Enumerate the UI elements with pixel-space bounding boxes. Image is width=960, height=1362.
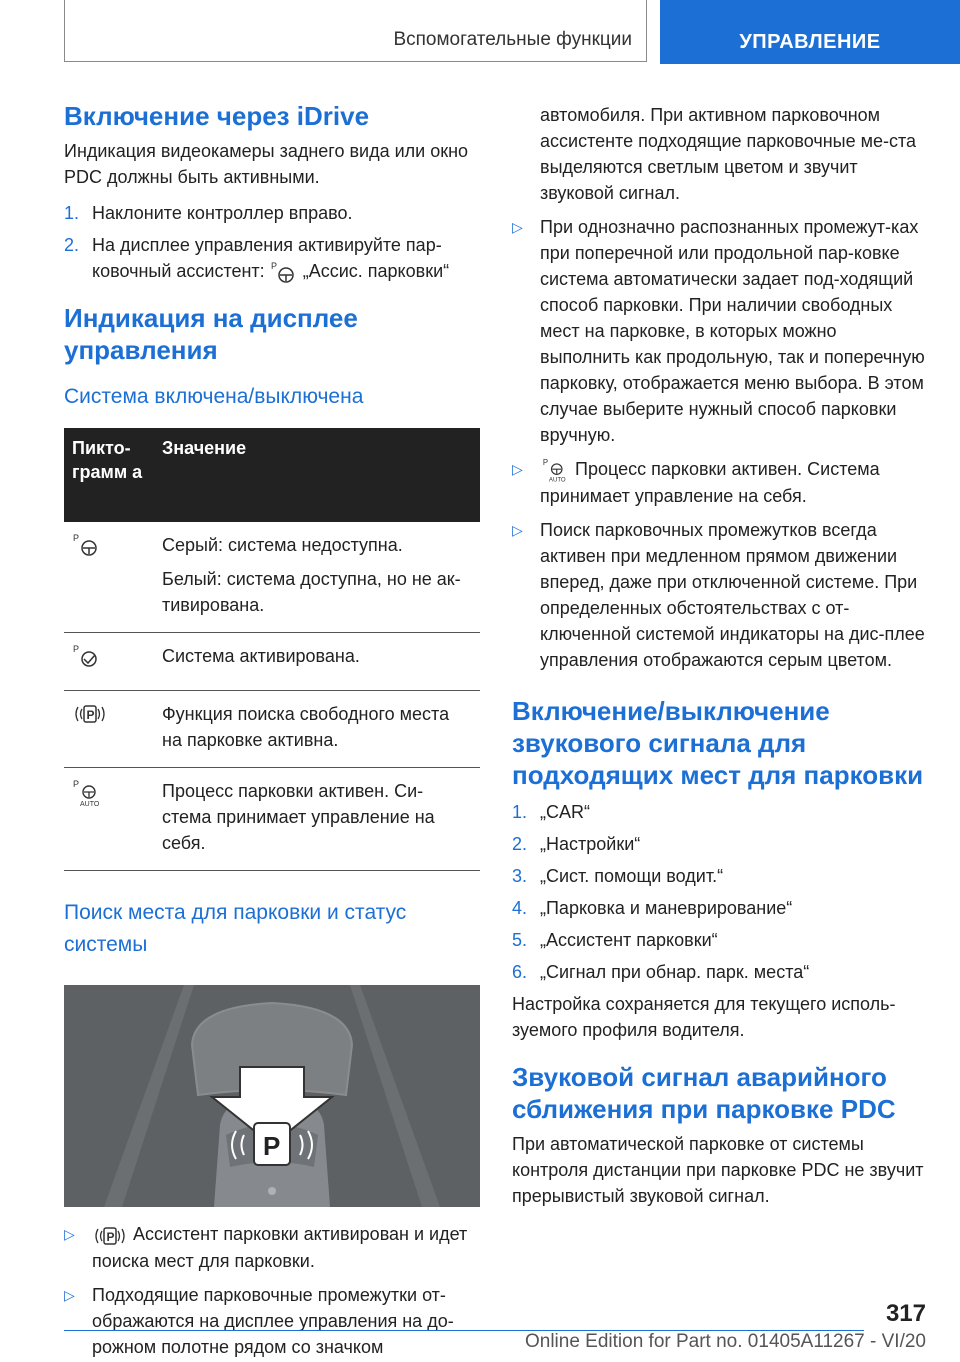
- search-bullets: [64, 1221, 480, 1359]
- header-section-title: Вспомогательные функции: [393, 29, 632, 50]
- parking-search-icon: [92, 1224, 128, 1248]
- step-number: 6.: [512, 962, 528, 983]
- parking-auto-icon: [72, 778, 102, 808]
- table-row: [64, 768, 480, 871]
- table-row: [64, 522, 480, 633]
- right-column: [512, 102, 927, 1209]
- step-text: „Парковка и маневрирование“: [540, 898, 793, 919]
- paragraph-pdc: При автоматической парковке от системы контроля дистанции при парковке PDC не звучит прерывистый звуковой сигнал.: [512, 1134, 924, 1207]
- table-cell-text: [154, 768, 480, 871]
- header-section: [64, 0, 647, 62]
- svg-text:AUTO: AUTO: [80, 801, 100, 809]
- step-text: „Сист. помощи водит.“: [540, 866, 724, 887]
- svg-text:P: P: [73, 533, 80, 544]
- parking-auto-icon: [540, 457, 570, 483]
- list-item: [64, 232, 480, 284]
- table-cell-text: [154, 522, 480, 633]
- bullet-icon: ▷: [512, 219, 523, 235]
- row-text: Система активирована.: [162, 646, 360, 667]
- step-number: 2.: [512, 834, 528, 855]
- heading-sound-signal: Включение/выключение звукового сигнала для подходящих мест для парковки: [512, 696, 924, 791]
- header-chapter-title: УПРАВЛЕНИЕ: [739, 31, 881, 53]
- list-item: [512, 831, 927, 857]
- bullet-text: При однозначно распознанных промежут-ках при поперечной или продольной пар-ковке система автоматически задает под-ходящий способ парковки. При наличии свободных мест на парковке, в которых можно выполнить как продольную, так и поперечную парковку, отображается меню выбора. В этом случае выберите нужный способ парковки вручную.: [540, 217, 925, 445]
- table-cell-icon: [64, 522, 154, 633]
- list-item: [512, 927, 927, 953]
- step-number: 2.: [64, 235, 80, 255]
- paragraph-profile-note: Настройка сохраняется для текущего исполь-зуемого профиля водителя.: [512, 994, 896, 1041]
- heading-display: Индикация на дисплее управления: [64, 303, 358, 366]
- parking-display-photo: [64, 985, 480, 1207]
- svg-text:P: P: [270, 261, 277, 272]
- step-text: „Сигнал при обнар. парк. места“: [540, 962, 810, 983]
- table-row: [64, 691, 480, 768]
- svg-text:P: P: [73, 644, 80, 655]
- list-item: [64, 1282, 480, 1360]
- table-cell-icon: [64, 633, 154, 691]
- table-cell-text: [154, 691, 480, 768]
- heading-search-status: Поиск места для парковки и статус системы: [64, 901, 407, 957]
- list-item: [512, 517, 927, 673]
- table-cell-text: [154, 633, 480, 691]
- bullet-text: Подходящие парковочные промежутки от-ображаются на дисплее управления на до-рожном полотне рядом со значком: [92, 1284, 454, 1357]
- bullet-text: Поиск парковочных промежутков всегда активен при медленном прямом движении вперед, даже при отключенной системе. При определенных обстоятельствах с от-ключенной системой индикаторы на дис-плее управления отображаются серым цветом.: [540, 520, 925, 671]
- table-cell-icon: [64, 768, 154, 871]
- list-item: [64, 1221, 480, 1273]
- step-number: 4.: [512, 898, 528, 919]
- step-number: 5.: [512, 930, 528, 951]
- list-item: [512, 456, 927, 509]
- table-header-pictogram: Пикто-грамм а: [64, 428, 154, 522]
- row-text: Процесс парковки активен. Си-стема принимает управление на себя.: [162, 781, 435, 854]
- step-number: 3.: [512, 866, 528, 887]
- svg-text:P: P: [86, 708, 95, 723]
- step-text-menu: „Ассис. парковки“: [302, 261, 450, 281]
- svg-text:P: P: [542, 458, 549, 468]
- heading-system-onoff: Система включена/выключена: [64, 385, 364, 409]
- list-item: [512, 863, 927, 889]
- table-header-row: [64, 428, 480, 522]
- heading-pdc-signal: Звуковой сигнал аварийного сближения при парковке PDC: [512, 1062, 896, 1125]
- svg-text:AUTO: AUTO: [548, 477, 566, 484]
- bullet-icon: ▷: [512, 522, 523, 539]
- parking-assistant-icon: [270, 260, 298, 284]
- paragraph-continuation: автомобиля. При активном парковочном ассистенте подходящие парковочные ме-ста выделяются светлым цветом и звучит звуковой сигнал.: [540, 105, 917, 203]
- bullet-icon: ▷: [64, 1286, 75, 1303]
- page-number: 317: [885, 1300, 926, 1327]
- step-text: „Настройки“: [540, 834, 641, 855]
- step-text: „Ассистент парковки“: [540, 930, 718, 951]
- list-item: [512, 895, 927, 921]
- pictogram-table: [64, 428, 480, 871]
- step-number: 1.: [64, 203, 80, 223]
- status-bullets: [512, 214, 927, 673]
- parking-assistant-active-icon: [72, 643, 102, 669]
- parking-search-icon: [72, 701, 108, 727]
- list-item: [512, 799, 927, 825]
- step-text: Наклоните контроллер вправо.: [92, 203, 353, 223]
- heading-idrive: Включение через iDrive: [64, 101, 370, 131]
- row-text: Серый: система недоступна.: [162, 535, 403, 556]
- step-text: На дисплее управления активируйте пар-ковочный ассистент:: [92, 235, 442, 281]
- table-header-meaning: Значение: [154, 428, 480, 522]
- steps-list: [64, 200, 480, 284]
- list-item: [512, 214, 927, 448]
- bullet-text: Процесс парковки активен. Система принимает управление на себя.: [540, 459, 880, 507]
- bullet-icon: ▷: [512, 461, 523, 477]
- step-text: „CAR“: [540, 802, 590, 823]
- row-text-2: Белый: система доступна, но не ак-тивирована.: [162, 569, 461, 616]
- svg-text:P: P: [73, 779, 80, 790]
- step-number: 1.: [512, 802, 528, 823]
- row-text: Функция поиска свободного места на парковке активна.: [162, 704, 450, 751]
- paragraph-intro: Индикация видеокамеры заднего вида или окно PDC должны быть активными.: [64, 141, 469, 187]
- list-item: [512, 959, 927, 985]
- bullet-icon: ▷: [64, 1226, 75, 1243]
- bullet-text: Ассистент парковки активирован и идет поиска мест для парковки.: [92, 1224, 468, 1271]
- photo-parking-letter: P: [263, 1131, 281, 1162]
- table-cell-icon: [64, 691, 154, 768]
- header-chapter: [660, 0, 960, 64]
- parking-assistant-gray-icon: [72, 532, 102, 558]
- list-item: [64, 200, 480, 226]
- footer-edition: Online Edition for Part no. 01405A11267 - VI/20: [524, 1331, 926, 1352]
- sound-steps-list: [512, 799, 927, 985]
- svg-text:P: P: [106, 1229, 115, 1244]
- left-column: [64, 100, 480, 1360]
- table-row: [64, 633, 480, 691]
